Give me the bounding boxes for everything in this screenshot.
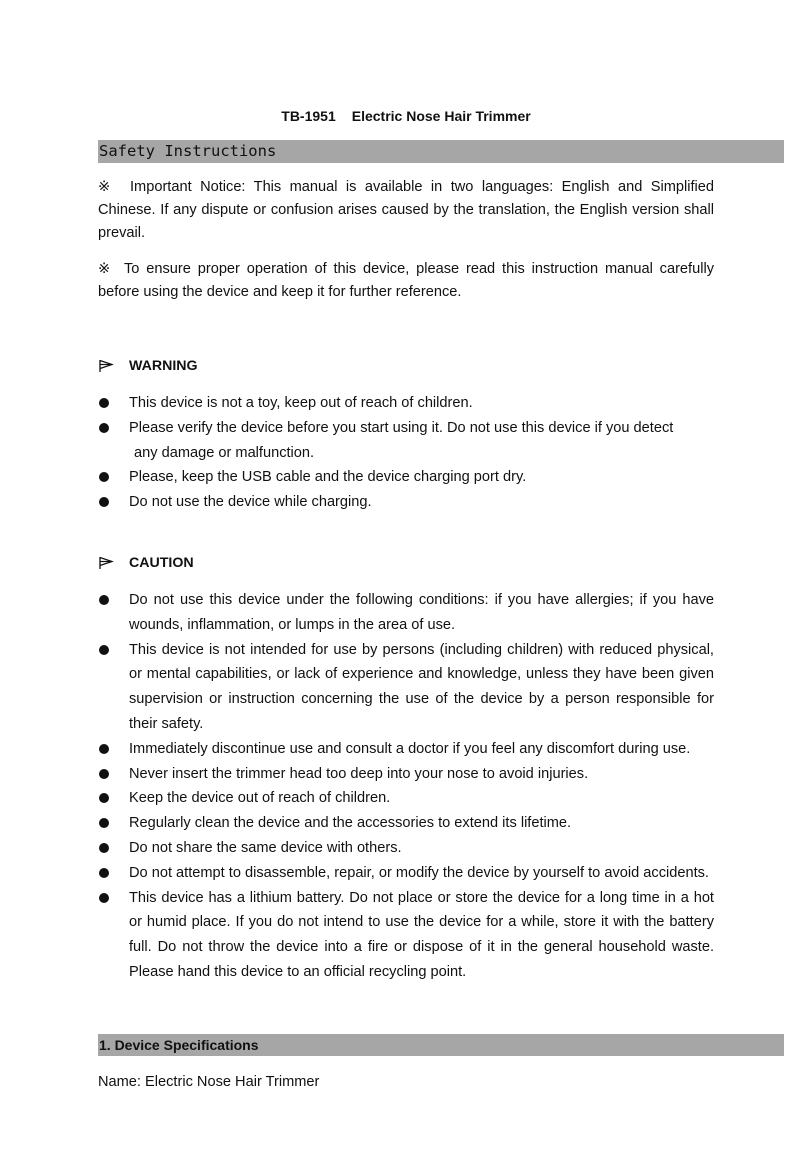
bullet-icon <box>99 744 109 754</box>
reference-mark: ※ <box>98 261 111 277</box>
list-item: Do not share the same device with others. <box>98 836 714 861</box>
product-name: Electric Nose Hair Trimmer <box>351 108 531 124</box>
flag-icon <box>98 556 114 570</box>
list-item: Keep the device out of reach of children. <box>98 786 714 811</box>
important-notice <box>98 176 714 245</box>
bullet-icon <box>99 868 109 878</box>
bullet-icon <box>99 793 109 803</box>
list-item: This device has a lithium battery. Do not place or store the device for a long time in a hot or humid place. If you do not intend to use the device for a while, store it with the battery full. Do not throw the device into a fire or dispose of it in the general household waste. Please hand this device to an official recycling point. <box>98 886 714 985</box>
bullet-icon <box>99 398 109 408</box>
list-item: This device is not a toy, keep out of reach of children. <box>98 391 714 416</box>
list-item: Do not use this device under the following conditions: if you have allergies; if you have wounds, inflammation, or lumps in the area of use. <box>98 588 714 638</box>
bullet-icon <box>99 769 109 779</box>
list-item: Never insert the trimmer head too deep into your nose to avoid injuries. <box>98 762 714 787</box>
bullet-icon <box>99 818 109 828</box>
bullet-icon <box>99 893 109 903</box>
list-item: Please verify the device before you start using it. Do not use this device if you detect any damage or malfunction. <box>98 416 714 466</box>
list-item: Please, keep the USB cable and the device charging port dry. <box>98 465 714 490</box>
bullet-icon <box>99 423 109 433</box>
bullet-icon <box>99 843 109 853</box>
caution-label: CAUTION <box>129 555 194 571</box>
list-item: Immediately discontinue use and consult a doctor if you feel any discomfort during use. <box>98 737 714 762</box>
bullet-icon <box>99 472 109 482</box>
bullet-icon <box>99 645 109 655</box>
device-specifications-header: 1. Device Specifications <box>98 1034 784 1056</box>
list-item: This device is not intended for use by persons (including children) with reduced physical, or mental capabilities, or lack of experience and knowledge, unless they have been given supervision or instruction concerning the use of the device by a person responsible for their safety. <box>98 638 714 737</box>
warning-list <box>98 391 714 515</box>
document-title <box>98 108 714 124</box>
warning-label: WARNING <box>129 358 198 374</box>
list-item: Do not use the device while charging. <box>98 490 714 515</box>
operation-notice <box>98 258 714 304</box>
reference-mark: ※ <box>98 179 111 195</box>
notice-text: To ensure proper operation of this device, please read this instruction manual carefully before using the device and keep it for further reference. <box>98 261 714 300</box>
bullet-icon <box>99 497 109 507</box>
model-number: TB-1951 <box>281 108 336 124</box>
warning-heading <box>98 356 198 376</box>
flag-icon <box>98 359 114 373</box>
safety-instructions-header: Safety Instructions <box>98 140 784 163</box>
notice-text: Important Notice: This manual is available in two languages: English and Simplified Chinese. If any dispute or confusion arises caused by the translation, the English version shall prevail. <box>98 179 714 241</box>
bullet-icon <box>99 595 109 605</box>
list-item: Regularly clean the device and the accessories to extend its lifetime. <box>98 811 714 836</box>
caution-list <box>98 588 714 985</box>
spec-name: Name: Electric Nose Hair Trimmer <box>98 1074 320 1090</box>
caution-heading <box>98 553 194 573</box>
list-item: Do not attempt to disassemble, repair, or modify the device by yourself to avoid accidents. <box>98 861 714 886</box>
